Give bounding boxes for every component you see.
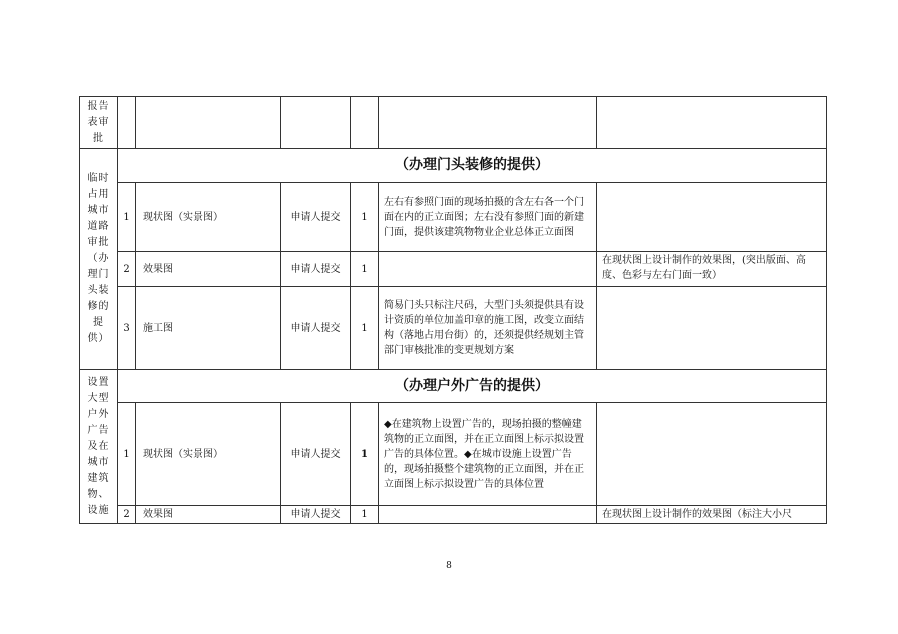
requirement-text: 左右有参照门面的现场拍摄的含左右各一个门面在内的正立面图；左右没有参照门面的新建门面，提供该建筑物物业企业总体正立面图 (379, 183, 597, 252)
note-text: 在现状图上设计制作的效果图，(突出版面、高度、色彩与左右门面一致） (597, 252, 827, 287)
table-row (80, 403, 827, 506)
empty-cell (118, 97, 136, 149)
document-name: 效果图 (136, 252, 281, 287)
top-row (80, 97, 827, 149)
document-name: 现状图（实景图） (136, 183, 281, 252)
table-row (80, 287, 827, 370)
row-number: 1 (118, 183, 136, 252)
empty-cell (379, 97, 597, 149)
requirement-text: 简易门头只标注尺码，大型门头须提供具有设计资质的单位加盖印章的施工图，改变立面结构（落地占用台街）的，还须提供经规划主管部门审核批准的变更规划方案 (379, 287, 597, 370)
section1-header-row (80, 149, 827, 183)
requirement-text (379, 506, 597, 524)
submitter: 申请人提交 (281, 506, 351, 524)
section1-side-label: 临时 占用 城市 道路 审批 （办 理门 头装 修的 提 供） (80, 149, 118, 370)
empty-cell (281, 97, 351, 149)
note-text (597, 403, 827, 506)
submitter: 申请人提交 (281, 252, 351, 287)
row-number: 3 (118, 287, 136, 370)
section2-header: （办理户外广告的提供） (118, 370, 827, 403)
document-name: 效果图 (136, 506, 281, 524)
document-name: 现状图（实景图） (136, 403, 281, 506)
table-row (80, 506, 827, 524)
top-side-label: 报告 表审 批 (80, 97, 118, 149)
document-name: 施工图 (136, 287, 281, 370)
copy-count: 1 (351, 506, 379, 524)
submitter: 申请人提交 (281, 183, 351, 252)
requirement-text (379, 252, 597, 287)
copy-count: 1 (351, 287, 379, 370)
submitter: 申请人提交 (281, 287, 351, 370)
empty-cell (597, 97, 827, 149)
row-number: 2 (118, 506, 136, 524)
row-number: 2 (118, 252, 136, 287)
section2-header-row (80, 370, 827, 403)
section2-side-label: 设置 大型 户外 广告 及在 城市 建筑 物、 设施 (80, 370, 118, 524)
note-text: 在现状图上设计制作的效果图（标注大小尺 (597, 506, 827, 524)
submitter: 申请人提交 (281, 403, 351, 506)
empty-cell (351, 97, 379, 149)
table-row (80, 252, 827, 287)
note-text (597, 287, 827, 370)
requirement-text: ◆在建筑物上设置广告的，现场拍摄的整幢建筑物的正立面图，并在正立面图上标示拟设置广告的具体位置。◆在城市设施上设置广告的，现场拍摄整个建筑物的正立面图，并在正立面图上标示拟设置广告的具体位置 (379, 403, 597, 506)
copy-count: 1 (351, 252, 379, 287)
copy-count: 1 (351, 403, 379, 506)
requirements-table (79, 96, 827, 524)
table-row (80, 183, 827, 252)
copy-count: 1 (351, 183, 379, 252)
row-number: 1 (118, 403, 136, 506)
note-text (597, 183, 827, 252)
section1-header: （办理门头装修的提供） (118, 149, 827, 183)
page-number: 8 (446, 561, 452, 571)
empty-cell (136, 97, 281, 149)
